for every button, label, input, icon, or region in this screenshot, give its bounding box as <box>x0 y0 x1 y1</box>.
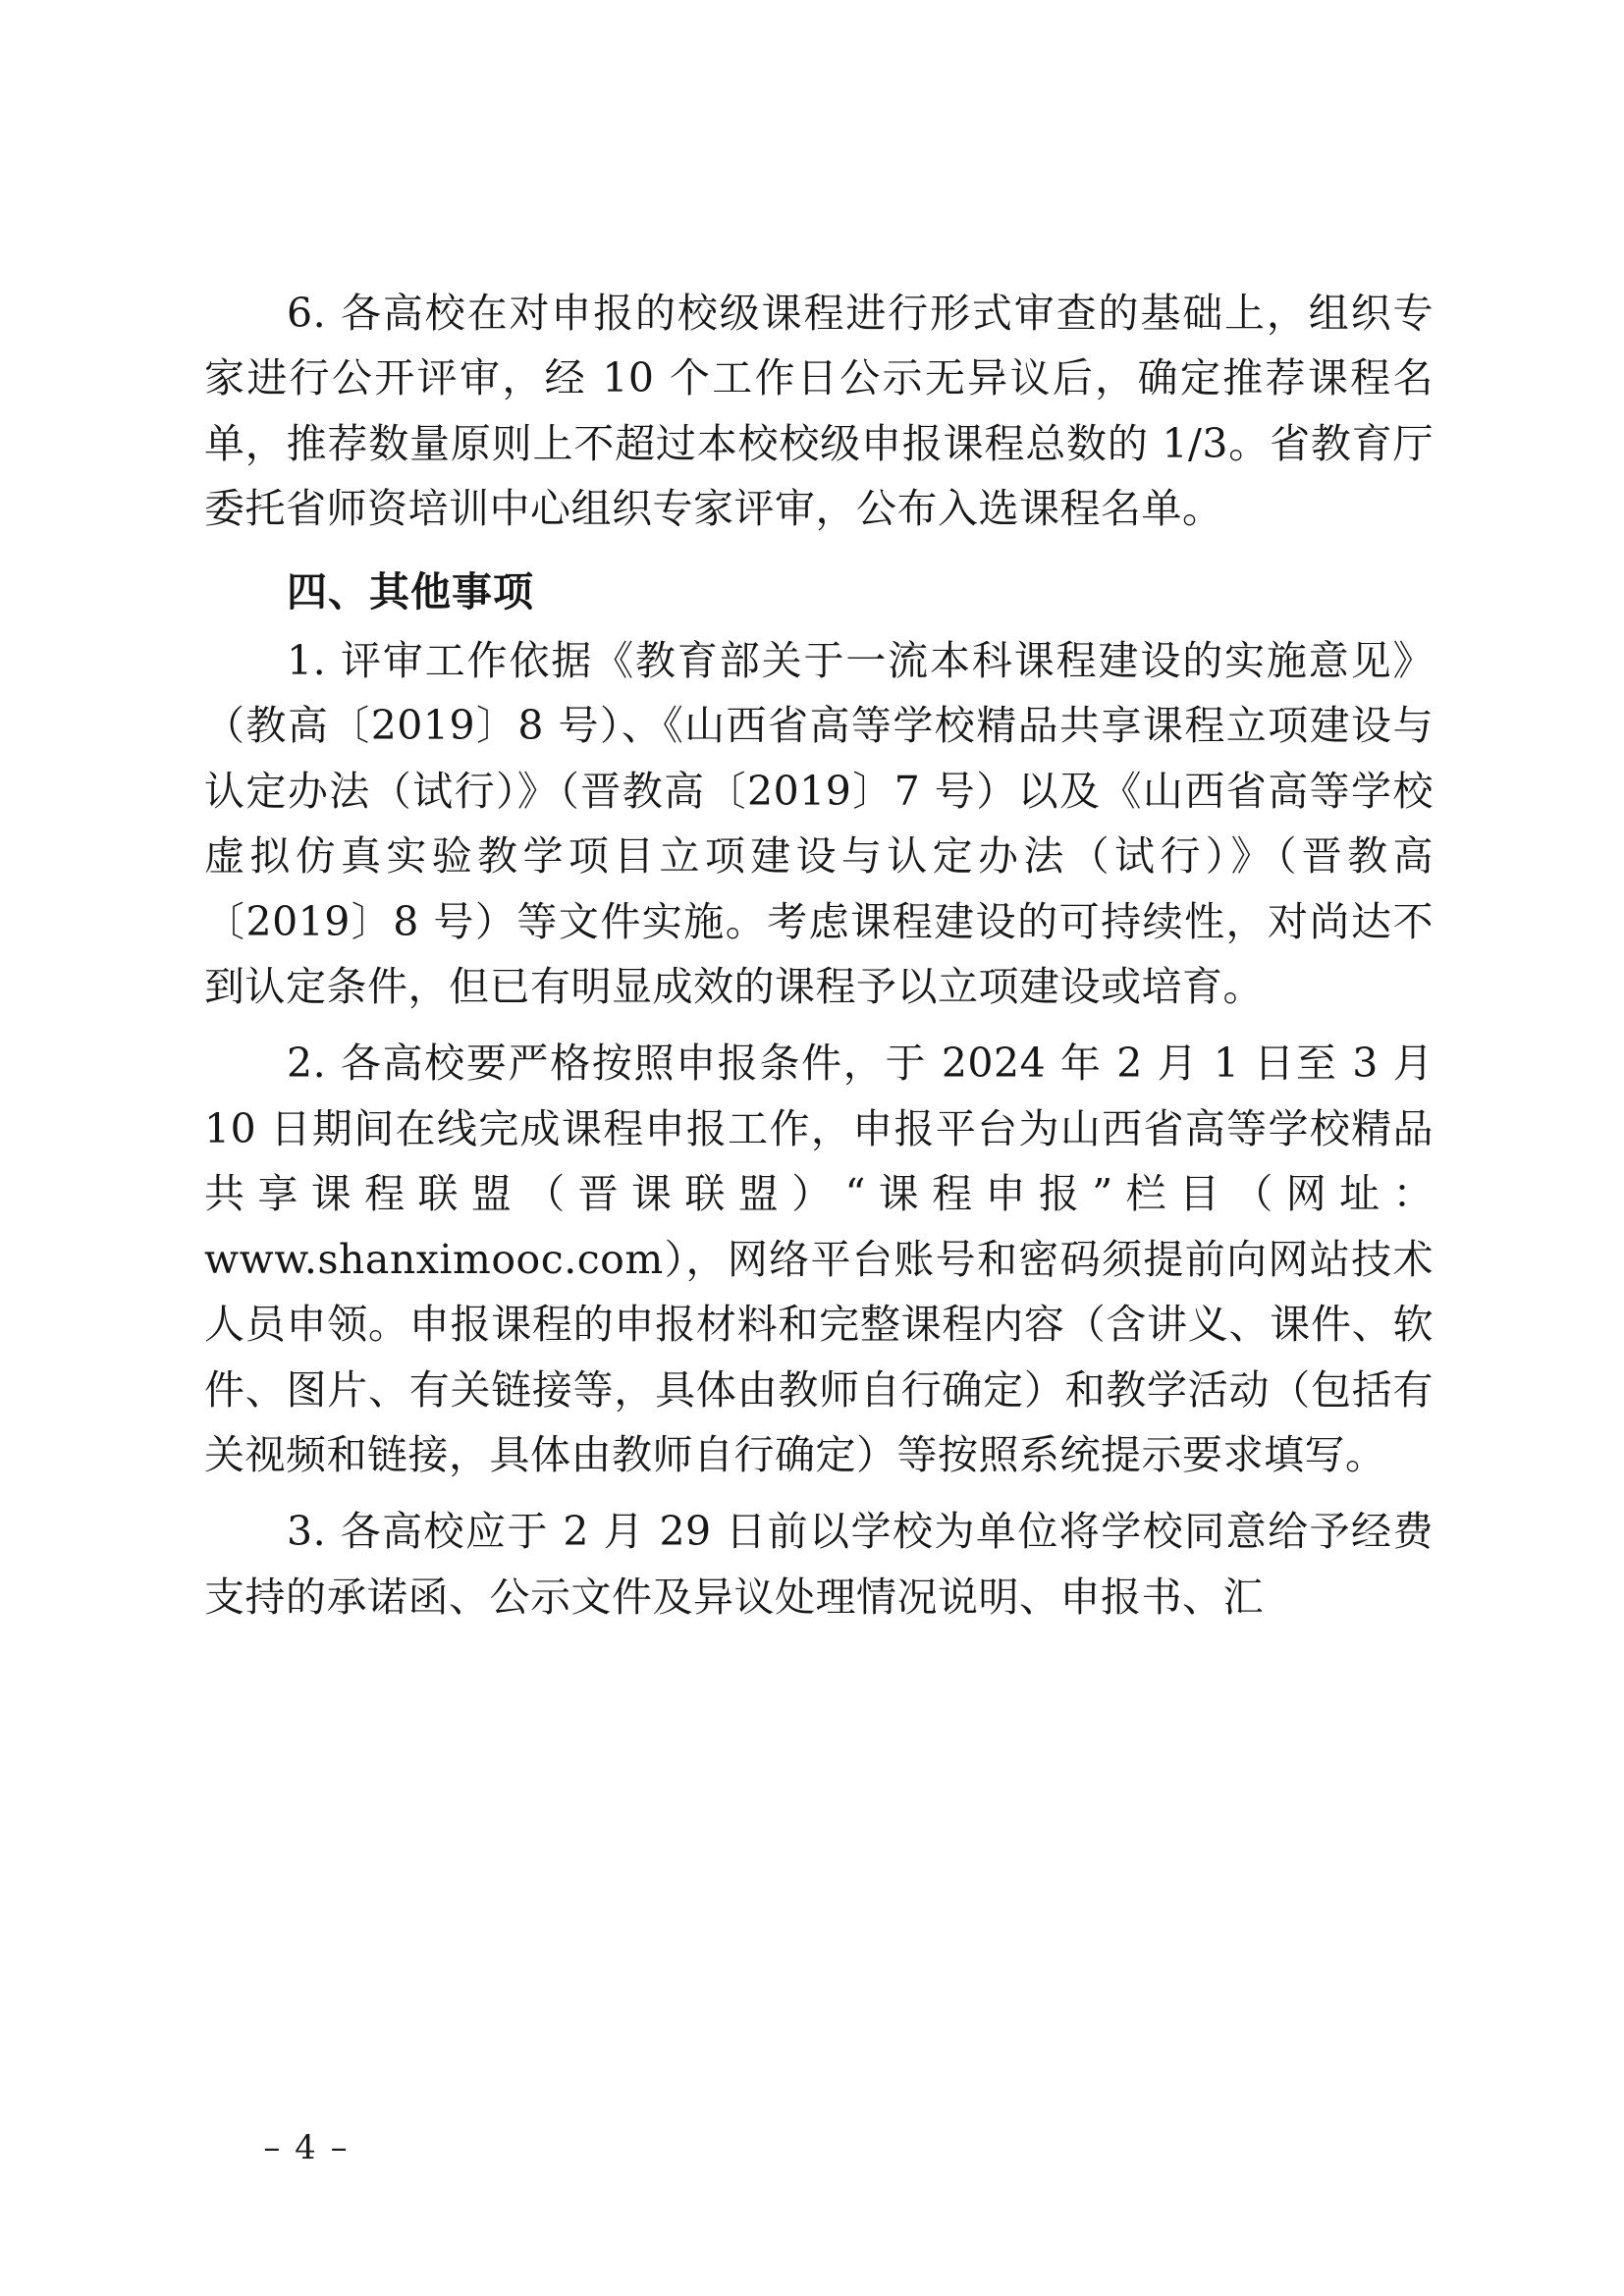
page-footer <box>0 2128 1624 2167</box>
page-number: – 4 – <box>263 2128 350 2167</box>
spacer <box>204 1021 1434 1031</box>
spacer <box>204 544 1434 554</box>
paragraph-item-6: 6. 各高校在对申报的校级课程进行形式审查的基础上，组织专家进行公开评审，经 10 个工作日公示无异议后，确定推荐课程名单，推荐数量原则上不超过本校校级申报课程总数的 1/3。省教育厅委托省师资培训中心组织专家评审，公布入选课程名单。 <box>204 290 1434 533</box>
paragraph-other-2: 2. 各高校要严格按照申报条件，于 2024 年 2 月 1 日至 3 月 10 日期间在线完成课程申报工作，申报平台为山西省高等学校精品共享课程联盟（晋课联盟）“课程申报”栏目（网址：www.shanximooc.com），网络平台账号和密码须提前向网站技术人员申领。申报课程的申报材料和完整课程内容（含讲义、课件、软件、图片、有关链接等，具体由教师自行确定）和教学活动（包括有关视频和链接，具体由教师自行确定）等按照系统提示要求填写。 <box>204 1040 1434 1478</box>
paragraph-other-1: 1. 评审工作依据《教育部关于一流本科课程建设的实施意见》（教高〔2019〕8 号）、《山西省高等学校精品共享课程立项建设与认定办法（试行）》（晋教高〔2019〕7 号）以及《山西省高等学校虚拟仿真实验教学项目立项建设与认定办法（试行）》（晋教高〔2019〕8 号）等文件实施。考虑课程建设的可持续性，对尚达不到认定条件，但已有明显成效的课程予以立项建设或培育。 <box>204 637 1434 1011</box>
spacer <box>204 1489 1434 1499</box>
paragraph-other-3: 3. 各高校应于 2 月 29 日前以学校为单位将学校同意给予经费支持的承诺函、公示文件及异议处理情况说明、申报书、汇 <box>204 1508 1434 1621</box>
section-heading-other-matters: 四、其他事项 <box>287 567 534 615</box>
page-content <box>204 281 1434 1629</box>
